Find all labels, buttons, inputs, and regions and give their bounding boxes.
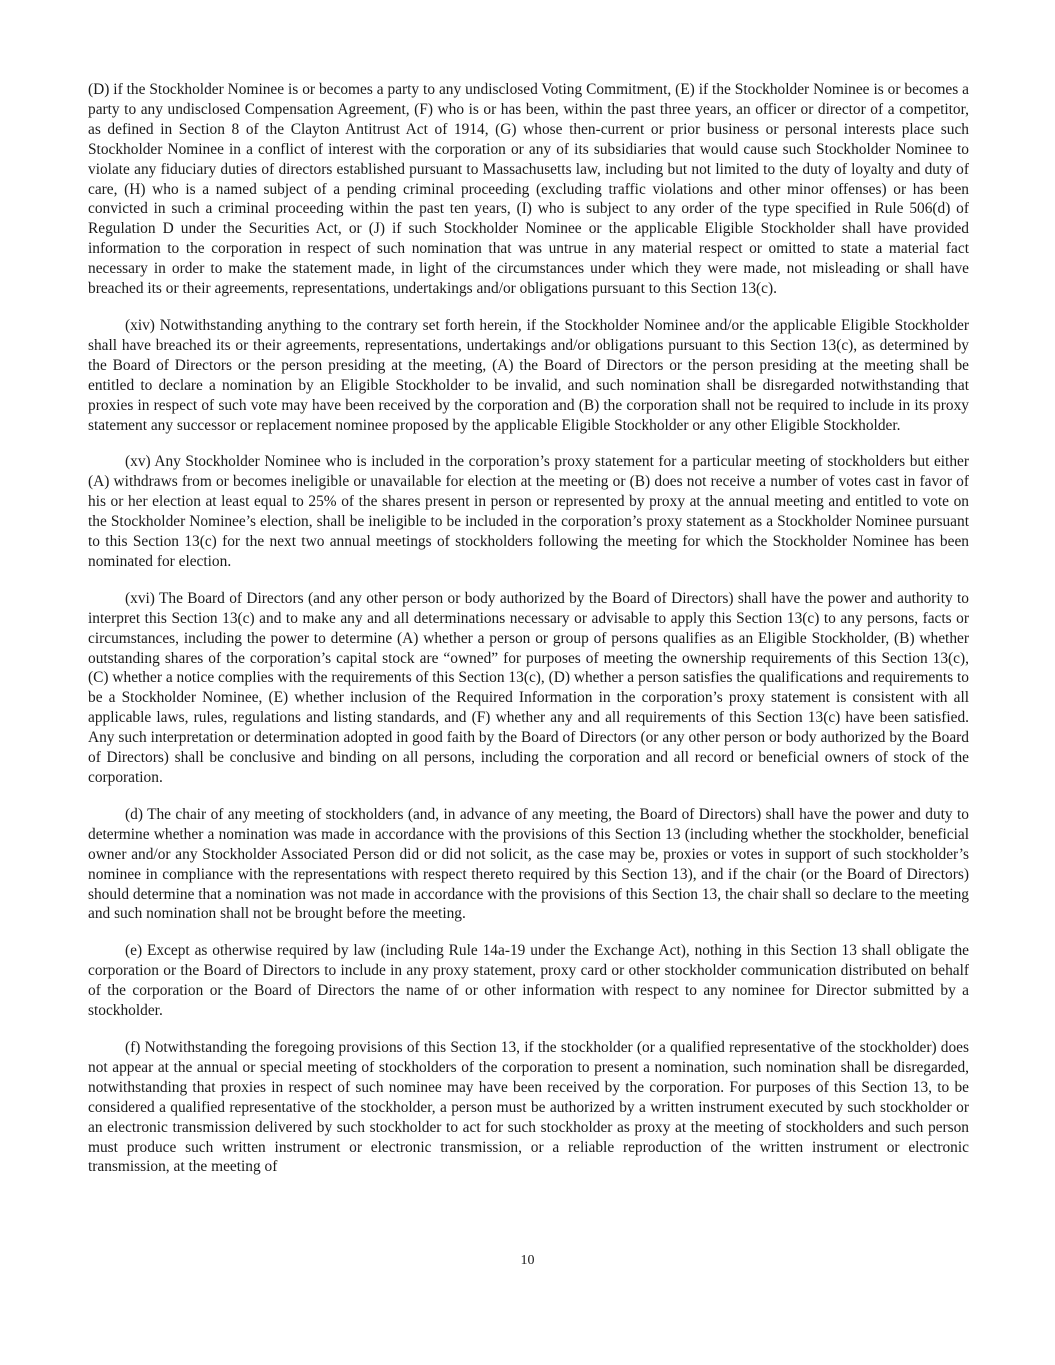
paragraph-13d: (d) The chair of any meeting of stockholders (and, in advance of any meeting, the Board of Directors) shall have the power and duty to determine whether a nomination was made in accordance with the provisions of this Section 13 (including whether the stockholder, beneficial owner and/or any Stockholder Associated Person did or did not solicit, as the case may be, proxies or votes in support of such stockholder’s nominee in compliance with the representations with respect thereto required by this Section 13), and if the chair (or the Board of Directors) should determine that a nomination was not made in accordance with the provisions of this Section 13, the chair shall so declare to the meeting and such nomination shall not be brought before the meeting. [88, 805, 969, 923]
document-body [88, 80, 969, 1194]
page-number: 10 [520, 1253, 535, 1268]
paragraph-continuation-13c-xiii: (D) if the Stockholder Nominee is or becomes a party to any undisclosed Voting Commitment, (E) if the Stockholder Nominee is or becomes a party to any undisclosed Compensation Agreement, (F) who is or has been, within the past three years, an officer or director of a competitor, as defined in Section 8 of the Clayton Antitrust Act of 1914, (G) whose then-current or prior business or personal interests place such Stockholder Nominee in a conflict of interest with the corporation or any of its subsidiaries that would cause such Stockholder Nominee to violate any fiduciary duties of directors established pursuant to Massachusetts law, including but not limited to the duty of loyalty and duty of care, (H) who is a named subject of a pending criminal proceeding (excluding traffic violations and other minor offenses) or has been convicted in such a criminal proceeding within the past ten years, (I) who is subject to any order of the type specified in Rule 506(d) of Regulation D under the Securities Act, or (J) if such Stockholder Nominee or the applicable Eligible Stockholder shall have provided information to the corporation in respect of such nomination that was untrue in any material respect or omitted to state a material fact necessary in order to make the statement made, in light of the circumstances under which they were made, not misleading or shall have breached its or their agreements, representations, undertakings and/or obligations pursuant to this Section 13(c). [88, 81, 969, 298]
paragraph-13c-xvi: (xvi) The Board of Directors (and any other person or body authorized by the Board of Directors) shall have the power and authority to interpret this Section 13(c) and to make any and all determinations necessary or advisable to apply this Section 13(c) to any persons, facts or circumstances, including the power to determine (A) whether a person or group of persons qualifies as an Eligible Stockholder, (B) whether outstanding shares of the corporation’s capital stock are “owned” for purposes of meeting the ownership requirements of this Section 13(c), (C) whether a notice complies with the requirements of this Section 13(c), (D) whether a person satisfies the qualifications and requirements to be a Stockholder Nominee, (E) whether inclusion of the Required Information in the corporation’s proxy statement is consistent with all applicable laws, rules, regulations and listing standards, and (F) whether any and all requirements of this Section 13(c) have been satisfied. Any such interpretation or determination adopted in good faith by the Board of Directors (or any other person or body authorized by the Board of Directors) shall be conclusive and binding on all persons, including the corporation and all record or beneficial owners of stock of the corporation. [88, 589, 969, 786]
paragraph-13e: (e) Except as otherwise required by law (including Rule 14a-19 under the Exchange Act), nothing in this Section 13 shall obligate the corporation or the Board of Directors to include in any proxy statement, proxy card or other stockholder communication distributed on behalf of the corporation or the Board of Directors the name of or other information with respect to any nominee for Director submitted by a stockholder. [88, 942, 969, 1020]
paragraph-13f: (f) Notwithstanding the foregoing provisions of this Section 13, if the stockholder (or a qualified representative of the stockholder) does not appear at the annual or special meeting of stockholders of the corporation to present a nomination, such nomination shall be disregarded, notwithstanding that proxies in respect of such nominee may have been received by the corporation. For purposes of this Section 13, to be considered a qualified representative of the stockholder, a person must be authorized by a written instrument executed by such stockholder or an electronic transmission delivered by such stockholder to act for such stockholder as proxy at the meeting of stockholders and such person must produce such written instrument or electronic transmission, or a reliable reproduction of the written instrument or electronic transmission, at the meeting of [88, 1038, 969, 1176]
paragraph-13c-xv: (xv) Any Stockholder Nominee who is included in the corporation’s proxy statement for a particular meeting of stockholders but either (A) withdraws from or becomes ineligible or unavailable for election at the meeting or (B) does not receive a number of votes cast in favor of his or her election at least equal to 25% of the shares present in person or represented by proxy at the annual meeting and entitled to vote on the Stockholder Nominee’s election, shall be ineligible to be included in the corporation’s proxy statement as a Stockholder Nominee pursuant to this Section 13(c) for the next two annual meetings of stockholders following the meeting for which the Stockholder Nominee has been nominated for election. [88, 453, 969, 570]
paragraph-13c-xiv: (xiv) Notwithstanding anything to the contrary set forth herein, if the Stockholder Nominee and/or the applicable Eligible Stockholder shall have breached its or their agreements, representations, undertakings and/or obligations pursuant to this Section 13(c), as determined by the Board of Directors or the person presiding at the meeting, (A) the Board of Directors or the person presiding at the meeting shall be entitled to declare a nomination by an Eligible Stockholder to be invalid, and such nomination shall be disregarded notwithstanding that proxies in respect of such vote may have been received by the corporation and (B) the corporation shall not be required to include in its proxy statement any successor or replacement nominee proposed by the applicable Eligible Stockholder or any other Eligible Stockholder. [88, 316, 969, 434]
